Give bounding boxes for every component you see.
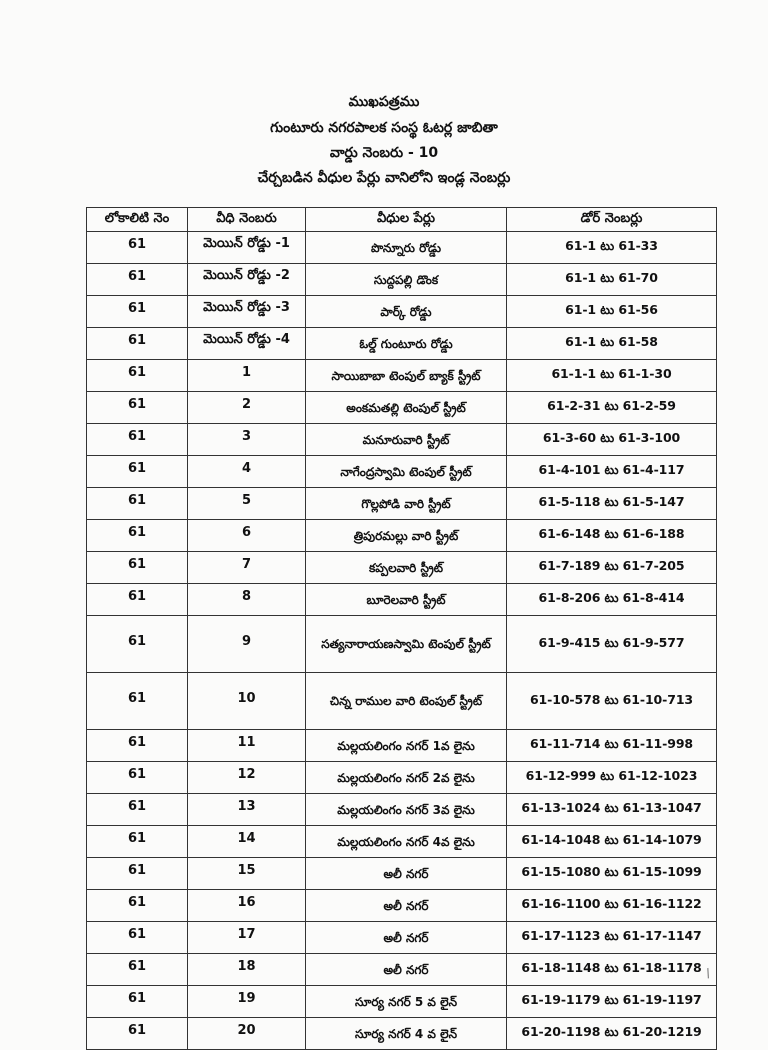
street-name-cell: మల్లయలింగం నగర్ 4వ లైను xyxy=(306,826,507,858)
street-name-cell: చిన్న రాముల వారి టెంపుల్ స్ట్రీట్ xyxy=(306,673,507,730)
street-number-cell: మెయిన్ రోడ్డు -4 xyxy=(188,328,306,360)
locality-cell: 61 xyxy=(87,858,188,890)
door-numbers-cell: 61-3-60 టు 61-3-100 xyxy=(507,424,717,456)
table-row xyxy=(87,794,717,826)
col-header-door-numbers: డోర్ నెంబర్లు xyxy=(507,208,717,232)
door-numbers-cell: 61-13-1024 టు 61-13-1047 xyxy=(507,794,717,826)
table-row xyxy=(87,232,717,264)
table-row xyxy=(87,296,717,328)
street-name-cell: సూర్య నగర్ 4 వ లైన్ xyxy=(306,1018,507,1050)
table-header-row xyxy=(87,208,717,232)
table-row xyxy=(87,584,717,616)
street-name-cell: నాగేంద్రస్వామి టెంపుల్ స్ట్రీట్ xyxy=(306,456,507,488)
street-number-cell: 7 xyxy=(188,552,306,584)
locality-cell: 61 xyxy=(87,584,188,616)
door-numbers-cell: 61-20-1198 టు 61-20-1219 xyxy=(507,1018,717,1050)
table-row xyxy=(87,360,717,392)
table-row xyxy=(87,673,717,730)
locality-cell: 61 xyxy=(87,986,188,1018)
locality-cell: 61 xyxy=(87,730,188,762)
ward-number: వార్డు నెంబరు - 10 xyxy=(329,145,439,161)
street-number-cell: 9 xyxy=(188,616,306,673)
street-number-cell: 10 xyxy=(188,673,306,730)
street-name-cell: మల్లయలింగం నగర్ 3వ లైను xyxy=(306,794,507,826)
table-row xyxy=(87,922,717,954)
locality-cell: 61 xyxy=(87,1018,188,1050)
table-row xyxy=(87,424,717,456)
locality-cell: 61 xyxy=(87,296,188,328)
door-numbers-cell: 61-12-999 టు 61-12-1023 xyxy=(507,762,717,794)
door-numbers-cell: 61-4-101 టు 61-4-117 xyxy=(507,456,717,488)
street-number-cell: 12 xyxy=(188,762,306,794)
table-row xyxy=(87,552,717,584)
street-name-cell: అలీ నగర్ xyxy=(306,858,507,890)
locality-cell: 61 xyxy=(87,456,188,488)
street-name-cell: అలీ నగర్ xyxy=(306,890,507,922)
street-list-table xyxy=(86,207,717,1050)
street-name-cell: మనూరువారి స్ట్రీట్ xyxy=(306,424,507,456)
table-row xyxy=(87,730,717,762)
locality-cell: 61 xyxy=(87,794,188,826)
table-row xyxy=(87,986,717,1018)
locality-cell: 61 xyxy=(87,392,188,424)
street-name-cell: త్రిపురమల్లు వారి స్ట్రీట్ xyxy=(306,520,507,552)
street-number-cell: మెయిన్ రోడ్డు -3 xyxy=(188,296,306,328)
street-number-cell: మెయిన్ రోడ్డు -2 xyxy=(188,264,306,296)
street-name-cell: ఓల్డ్ గుంటూరు రోడ్డు xyxy=(306,328,507,360)
street-name-cell: మల్లయలింగం నగర్ 2వ లైను xyxy=(306,762,507,794)
cover-title: ముఖపత్రము xyxy=(348,94,420,110)
locality-cell: 61 xyxy=(87,673,188,730)
street-number-cell: 18 xyxy=(188,954,306,986)
locality-cell: 61 xyxy=(87,328,188,360)
table-row xyxy=(87,616,717,673)
table-row xyxy=(87,456,717,488)
door-numbers-cell: 61-6-148 టు 61-6-188 xyxy=(507,520,717,552)
street-number-cell: 3 xyxy=(188,424,306,456)
locality-cell: 61 xyxy=(87,552,188,584)
street-number-cell: 16 xyxy=(188,890,306,922)
door-numbers-cell: 61-16-1100 టు 61-16-1122 xyxy=(507,890,717,922)
door-numbers-cell: 61-17-1123 టు 61-17-1147 xyxy=(507,922,717,954)
col-header-locality: లోకాలిటి నెం xyxy=(87,208,188,232)
street-name-cell: సూర్య నగర్ 5 వ లైన్ xyxy=(306,986,507,1018)
street-number-cell: 6 xyxy=(188,520,306,552)
door-numbers-cell: 61-7-189 టు 61-7-205 xyxy=(507,552,717,584)
locality-cell: 61 xyxy=(87,264,188,296)
street-name-cell: అలీ నగర్ xyxy=(306,954,507,986)
street-number-cell: 4 xyxy=(188,456,306,488)
door-numbers-cell: 61-8-206 టు 61-8-414 xyxy=(507,584,717,616)
street-number-cell: 5 xyxy=(188,488,306,520)
table-row xyxy=(87,520,717,552)
locality-cell: 61 xyxy=(87,954,188,986)
table-row xyxy=(87,488,717,520)
street-number-cell: 20 xyxy=(188,1018,306,1050)
col-header-street-number: వీధి నెంబరు xyxy=(188,208,306,232)
street-name-cell: పార్క్ రోడ్డు xyxy=(306,296,507,328)
door-numbers-cell: 61-5-118 టు 61-5-147 xyxy=(507,488,717,520)
col-header-street-name: వీధుల పేర్లు xyxy=(306,208,507,232)
pen-mark: / xyxy=(703,965,713,981)
street-number-cell: 1 xyxy=(188,360,306,392)
locality-cell: 61 xyxy=(87,424,188,456)
street-number-cell: 15 xyxy=(188,858,306,890)
street-name-cell: అంకమతల్లి టెంపుల్ స్ట్రీట్ xyxy=(306,392,507,424)
table-row xyxy=(87,762,717,794)
locality-cell: 61 xyxy=(87,922,188,954)
locality-cell: 61 xyxy=(87,826,188,858)
door-numbers-cell: 61-2-31 టు 61-2-59 xyxy=(507,392,717,424)
door-numbers-cell: 61-19-1179 టు 61-19-1197 xyxy=(507,986,717,1018)
street-number-cell: 13 xyxy=(188,794,306,826)
door-numbers-cell: 61-9-415 టు 61-9-577 xyxy=(507,616,717,673)
door-numbers-cell: 61-11-714 టు 61-11-998 xyxy=(507,730,717,762)
door-numbers-cell: 61-1 టు 61-33 xyxy=(507,232,717,264)
table-row xyxy=(87,264,717,296)
street-name-cell: మల్లయలింగం నగర్ 1వ లైను xyxy=(306,730,507,762)
locality-cell: 61 xyxy=(87,520,188,552)
street-number-cell: 17 xyxy=(188,922,306,954)
street-name-cell: సాయిబాబా టెంపుల్ బ్యాక్ స్ట్రీట్ xyxy=(306,360,507,392)
table-row xyxy=(87,954,717,986)
door-numbers-cell: 61-1 టు 61-56 xyxy=(507,296,717,328)
locality-cell: 61 xyxy=(87,232,188,264)
street-number-cell: 2 xyxy=(188,392,306,424)
locality-cell: 61 xyxy=(87,616,188,673)
street-name-cell: పొన్నూరు రోడ్డు xyxy=(306,232,507,264)
locality-cell: 61 xyxy=(87,360,188,392)
street-name-cell: సత్యనారాయణస్వామి టెంపుల్ స్ట్రీట్ xyxy=(306,616,507,673)
locality-cell: 61 xyxy=(87,762,188,794)
table-caption: చేర్చబడిన వీధుల పేర్లు వానిలోని ఇండ్ల నెంబర్లు xyxy=(257,170,511,186)
corporation-title: గుంటూరు నగరపాలక సంస్థ ఓటర్ల జాబితా xyxy=(270,120,498,136)
locality-cell: 61 xyxy=(87,488,188,520)
table-row xyxy=(87,826,717,858)
locality-cell: 61 xyxy=(87,890,188,922)
door-numbers-cell: 61-15-1080 టు 61-15-1099 xyxy=(507,858,717,890)
street-name-cell: అలీ నగర్ xyxy=(306,922,507,954)
door-numbers-cell: 61-1 టు 61-58 xyxy=(507,328,717,360)
street-name-cell: బూరెలవారి స్ట్రీట్ xyxy=(306,584,507,616)
table-row xyxy=(87,858,717,890)
door-numbers-cell: 61-18-1148 టు 61-18-1178 xyxy=(507,954,717,986)
street-number-cell: 11 xyxy=(188,730,306,762)
street-number-cell: 14 xyxy=(188,826,306,858)
street-name-cell: కప్పలవారి స్ట్రీట్ xyxy=(306,552,507,584)
table-row xyxy=(87,328,717,360)
street-name-cell: గొల్లపోడి వారి స్ట్రీట్ xyxy=(306,488,507,520)
table-row xyxy=(87,392,717,424)
door-numbers-cell: 61-1-1 టు 61-1-30 xyxy=(507,360,717,392)
table-row xyxy=(87,890,717,922)
door-numbers-cell: 61-1 టు 61-70 xyxy=(507,264,717,296)
door-numbers-cell: 61-10-578 టు 61-10-713 xyxy=(507,673,717,730)
table-row xyxy=(87,1018,717,1050)
street-number-cell: 8 xyxy=(188,584,306,616)
street-number-cell: 19 xyxy=(188,986,306,1018)
street-number-cell: మెయిన్ రోడ్డు -1 xyxy=(188,232,306,264)
door-numbers-cell: 61-14-1048 టు 61-14-1079 xyxy=(507,826,717,858)
street-name-cell: సుద్దపల్లి డొంక xyxy=(306,264,507,296)
